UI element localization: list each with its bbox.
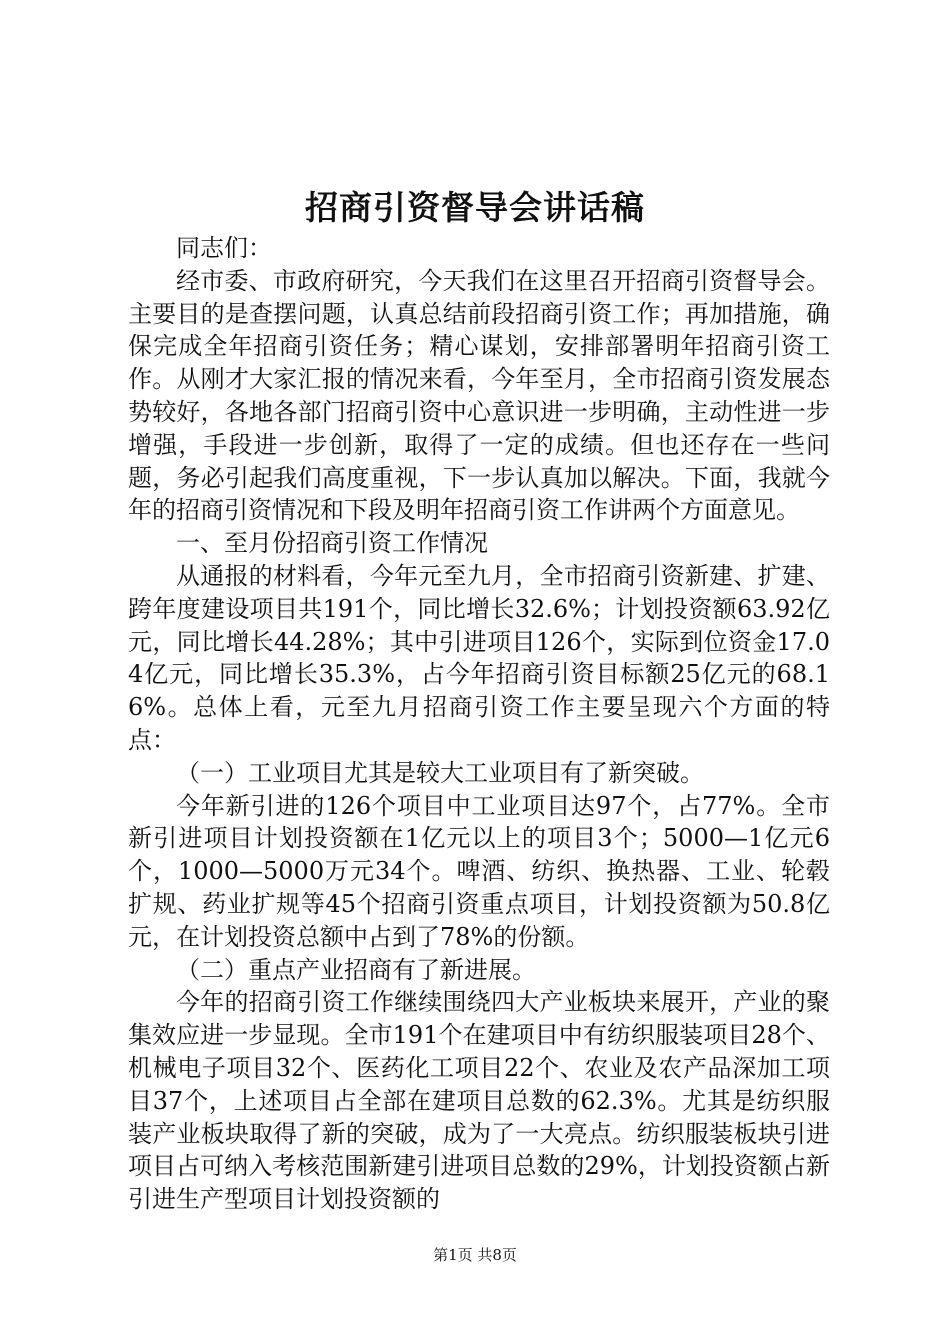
section-heading: 一、至月份招商引资工作情况: [176, 529, 488, 558]
body-paragraph: 今年新引进的126个项目中工业项目达97个，占77%。全市新引进项目计划投资额在1亿元以上的项目3个；5000—1亿元6个，1000—5000万元34个。啤酒、纺织、换热器、工业、轮毂扩规、药业扩规等45个招商引资重点项目，计划投资额为50.8亿元，在计划投资总额中占到了78%的份额。: [128, 791, 830, 951]
intro-paragraph: 经市委、市政府研究，今天我们在这里召开招商引资督导会。主要目的是查摆问题，认真总结前段招商引资工作；再加措施，确保完成全年招商引资任务；精心谋划，安排部署明年招商引资工作。从刚才大家汇报的情况来看，今年至月，全市招商引资发展态势较好，各地各部门招商引资中心意识进一步明确，主动性进一步增强，手段进一步创新，取得了一定的成绩。但也还存在一些问题，务必引起我们高度重视，下一步认真加以解决。下面，我就今年的招商引资情况和下段及明年招商引资工作讲两个方面意见。: [128, 266, 830, 525]
subsection-heading: （二）重点产业招商有了新进展。: [176, 955, 536, 984]
page-number-footer: 第1页 共8页: [433, 1246, 517, 1264]
summary-paragraph: 从通报的材料看，今年元至九月，全市招商引资新建、扩建、跨年度建设项目共191个，同比增长32.6%；计划投资额63.92亿元，同比增长44.28%；其中引进项目126个，实际到位资金17.04亿元，同比增长35.3%，占今年招商引资目标额25亿元的68.16%。总体上看，元至九月招商引资工作主要呈现六个方面的特点：: [128, 561, 830, 754]
salutation: 同志们：: [176, 234, 272, 262]
body-paragraph: 今年的招商引资工作继续围绕四大产业板块来展开，产业的聚集效应进一步显现。全市191个在建项目中有纺织服装项目28个、机械电子项目32个、医药化工项目22个、农业及农产品深加工项目37个，上述项目占全部在建项目总数的62.3%。尤其是纺织服装产业板块取得了新的突破，成为了一大亮点。纺织服装板块引进项目占可纳入考核范围新建引进项目总数的29%，计划投资额占新引进生产型项目计划投资额的: [128, 988, 830, 1214]
document-title: 招商引资督导会讲话稿: [305, 188, 645, 227]
subsection-heading: （一）工业项目尤其是较大工业项目有了新突破。: [176, 758, 704, 787]
document-body: [128, 232, 830, 1216]
